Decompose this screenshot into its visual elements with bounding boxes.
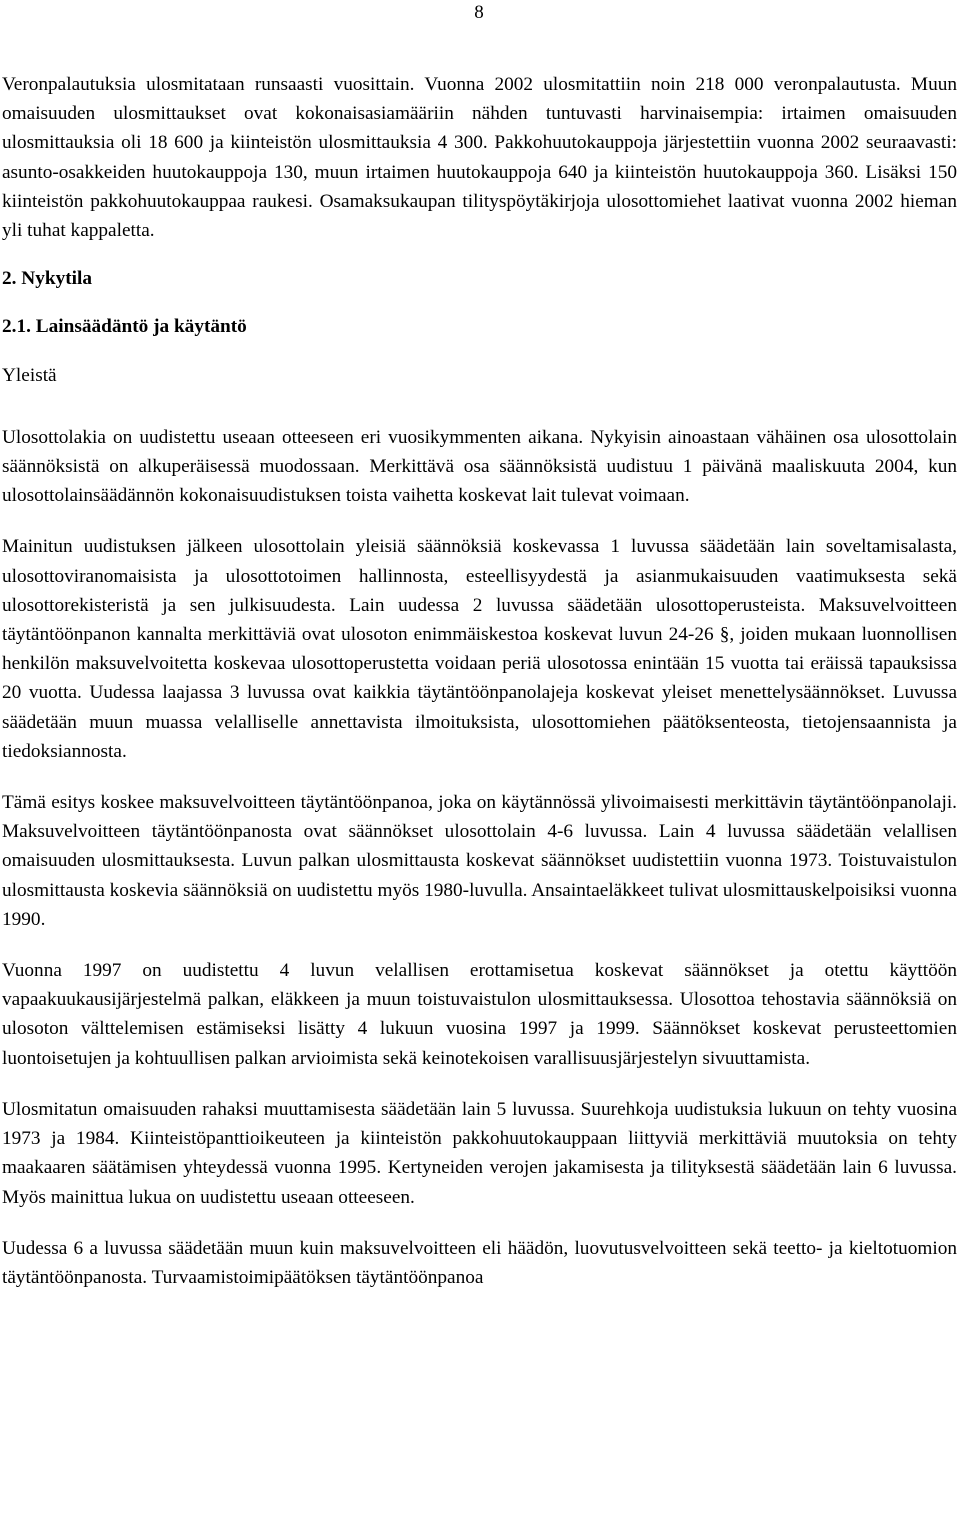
page-number: 8 xyxy=(474,2,484,23)
document-body xyxy=(2,70,957,1292)
paragraph-enforcement-statistics: Veronpalautuksia ulosmitataan runsaasti vuosittain. Vuonna 2002 ulosmitattiin noin 218 000 veronpalautusta. Muun omaisuuden ulosmittaukset ovat kokonaisasiamääriin nähden tuntuvasti harvinaisempia: irtaimen omaisuuden ulosmittauksia oli 18 600 ja kiinteistön ulosmittauksia 4 300. Pakkohuutokauppoja järjestettiin vuonna 2002 seuraavasti: asunto-osakkeiden huutokauppoja 130, muun irtaimen huutokauppoja 640 ja kiinteistön huutokauppoja 360. Lisäksi 150 kiinteistön pakkohuutokauppaa raukesi. Osamaksukaupan tilityspöytäkirjoja ulosottomiehet laativat vuonna 2002 hieman yli tuhat kappaletta. xyxy=(2,74,957,242)
paragraph-chapter-contents: Mainitun uudistuksen jälkeen ulosottolain yleisiä säännöksiä koskevassa 1 luvussa säädetään lain soveltamisalasta, ulosottoviranomaisista ja ulosottotoimen hallinnosta, esteellisyydestä ja asianmukaisuuden vaatimuksesta sekä ulosottorekisteristä ja sen julkisuudesta. Lain uudessa 2 luvussa säädetään ulosottoperusteista. Maksuvelvoitteen täytäntöönpanon kannalta merkittäviä ovat ulosoton enimmäiskestoa koskevat luvun 24-26 §, joiden mukaan luonnollisen henkilön maksuvelvoitetta koskevaa ulosottoperustetta voidaan periä ulosotossa enintään 15 vuotta tai eräissä tapauksissa 20 vuotta. Uudessa laajassa 3 luvussa ovat kaikkia täytäntöönpanolajeja koskevat yleiset menettelysäännökset. Luvussa säädetään muun muassa velalliselle annettavista ilmoituksista, ulosottomiehen päätöksenteosta, tietojensaannista ja tiedoksiannosta. xyxy=(2,536,957,762)
subheading-yleista: Yleistä xyxy=(2,364,57,386)
paragraph-1997-reform: Vuonna 1997 on uudistettu 4 luvun velallisen erottamisetua koskevat säännökset ja otettu käyttöön vapaakuukausijärjestelmä palkan, eläkkeen ja muun toistuvaistulon ulosmittauksessa. Ulosottoa tehostavia säännöksiä on ulosoton välttelemisen estämiseksi lisätty 4 lukuun vuosina 1997 ja 1999. Säännökset koskevat perusteettomien luontoisetujen ja kohtuullisen palkan arvioimista sekä keinotekoisen varallisuusjärjestelyn sivuuttamista. xyxy=(2,960,957,1069)
subsection-heading-lainsaadanto: 2.1. Lainsäädäntö ja käytäntö xyxy=(2,316,247,338)
paragraph-law-reform: Ulosottolakia on uudistettu useaan otteeseen eri vuosikymmenten aikana. Nykyisin ainoastaan vähäinen osa ulosottolain säännöksistä on alkuperäisessä muodossaan. Merkittävä osa säännöksistä uudistuu 1 päivänä maaliskuuta 2004, kun ulosottolainsäädännön kokonaisuudistuksen toista vaihetta koskevat lait tulevat voimaan. xyxy=(2,426,957,507)
section-heading-nykytila: 2. Nykytila xyxy=(2,268,92,290)
paragraph-payment-enforcement: Tämä esitys koskee maksuvelvoitteen täytäntöönpanoa, joka on käytännössä ylivoimaisesti merkittävin täytäntöönpanolaji. Maksuvelvoitteen täytäntöönpanosta ovat säännökset ulosottolain 4-6 luvussa. Lain 4 luvussa säädetään velallisen omaisuuden ulosmittauksesta. Luvun palkan ulosmittausta koskevat säännökset uudistettiin vuonna 1973. Toistuvaistulon ulosmittausta koskevia säännöksiä on uudistettu myös 1980-luvulla. Ansaintaeläkkeet tulivat ulosmittauskelpoisiksi vuonna 1990. xyxy=(2,792,957,930)
paragraph-realization: Ulosmitatun omaisuuden rahaksi muuttamisesta säädetään lain 5 luvussa. Suurehkoja uudistuksia lukuun on tehty vuosina 1973 ja 1984. Kiinteistöpanttioikeuteen ja kiinteistön pakkohuutokauppaan liittyviä merkittäviä muutoksia on tehty maakaaren säätämisen yhteydessä vuonna 1995. Kertyneiden verojen jakamisesta ja tilityksestä säädetään lain 6 luvussa. Myös mainittua lukua on uudistettu useaan otteeseen. xyxy=(2,1098,957,1208)
paragraph-chapter-6a: Uudessa 6 a luvussa säädetään muun kuin maksuvelvoitteen eli häädön, luovutusvelvoitteen sekä teetto- ja kieltotuomion täytäntöönpanosta. Turvaamistoimipäätöksen täytäntöönpanoa xyxy=(2,1237,957,1288)
